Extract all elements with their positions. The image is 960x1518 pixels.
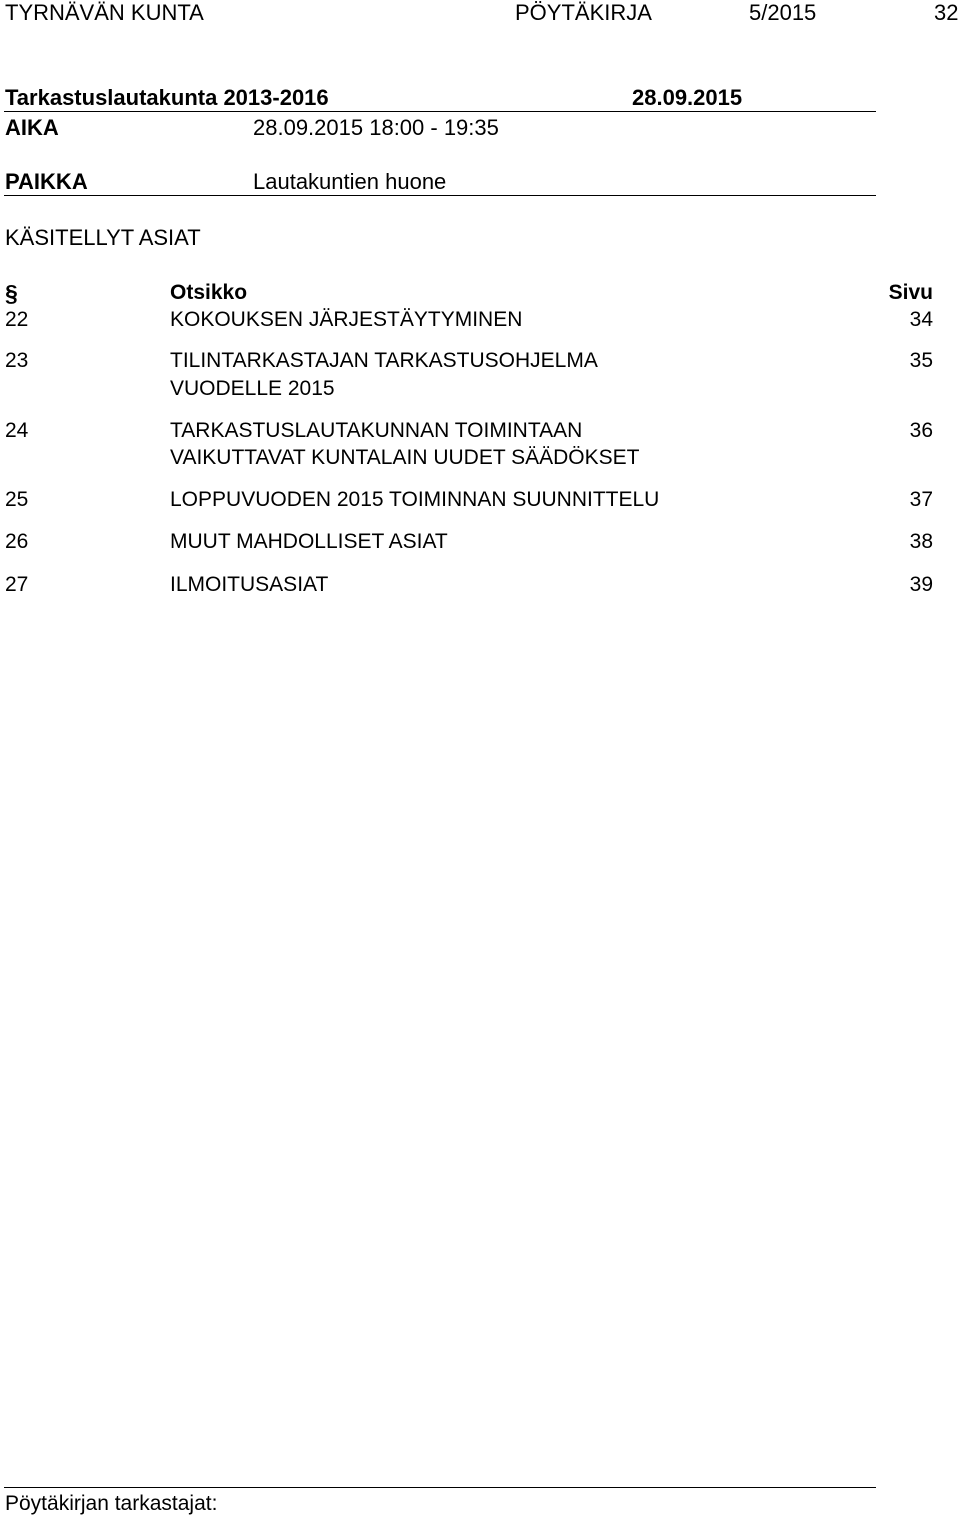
column-header-title: Otsikko (170, 281, 248, 304)
page-number: 32 (934, 0, 959, 25)
place-value: Lautakuntien huone (253, 169, 447, 194)
place-divider (4, 195, 876, 196)
item-title-continued: VAIKUTTAVAT KUNTALAIN UUDET SÄÄDÖKSET (170, 446, 640, 469)
item-number: 23 (5, 349, 29, 372)
item-title: TILINTARKASTAJAN TARKASTUSOHJELMA (170, 349, 598, 372)
item-title: TARKASTUSLAUTAKUNNAN TOIMINTAAN (170, 419, 583, 442)
item-page: 37 (909, 488, 933, 511)
item-title-continued: VUODELLE 2015 (170, 377, 335, 400)
item-title: MUUT MAHDOLLISET ASIAT (170, 530, 448, 553)
time-label: AIKA (5, 115, 59, 140)
item-page: 39 (909, 573, 933, 596)
item-title: ILMOITUSASIAT (170, 573, 329, 596)
item-number: 27 (5, 573, 29, 596)
meeting-date: 28.09.2015 (632, 85, 743, 110)
item-page: 35 (909, 349, 933, 372)
reviewers-label: Pöytäkirjan tarkastajat: (5, 1492, 218, 1515)
section-title: KÄSITELLYT ASIAT (5, 225, 201, 250)
item-number: 24 (5, 419, 29, 442)
time-value: 28.09.2015 18:00 - 19:35 (253, 115, 499, 140)
item-title: LOPPUVUODEN 2015 TOIMINNAN SUUNNITTELU (170, 488, 660, 511)
footer-divider (4, 1487, 876, 1488)
item-title: KOKOUKSEN JÄRJESTÄYTYMINEN (170, 308, 523, 331)
item-page: 36 (909, 419, 933, 442)
column-header-page: Sivu (888, 281, 933, 304)
place-label: PAIKKA (5, 169, 88, 194)
document-number: 5/2015 (749, 0, 817, 25)
section-symbol-header: § (5, 280, 18, 306)
item-number: 26 (5, 530, 29, 553)
meeting-body: Tarkastuslautakunta 2013-2016 (5, 85, 329, 110)
item-page: 34 (909, 308, 933, 331)
item-number: 25 (5, 488, 29, 511)
meeting-divider (4, 111, 876, 112)
document-type: PÖYTÄKIRJA (515, 0, 652, 25)
item-page: 38 (909, 530, 933, 553)
municipality-name: TYRNÄVÄN KUNTA (5, 0, 204, 25)
item-number: 22 (5, 308, 29, 331)
